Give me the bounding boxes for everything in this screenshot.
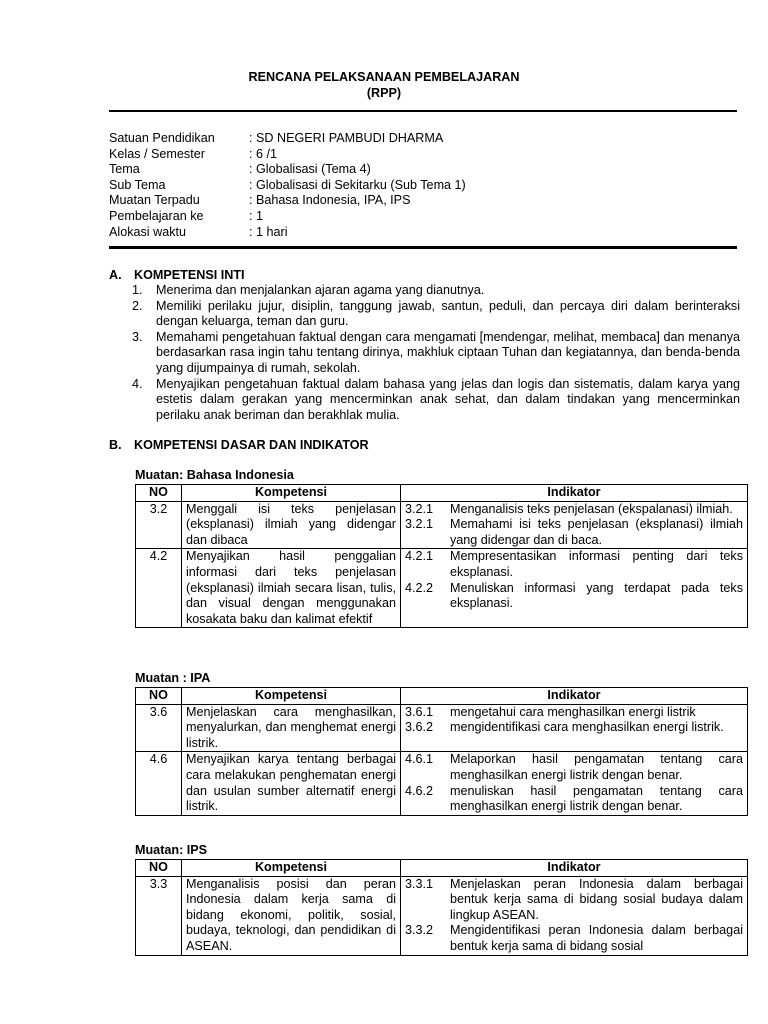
indikator-text: Memahami isi teks penjelasan (eksplanasi) ilmiah yang didengar dan di baca. xyxy=(450,517,743,547)
header-kompetensi: Kompetensi xyxy=(182,485,401,502)
header-kompetensi: Kompetensi xyxy=(182,860,401,877)
table-row xyxy=(136,704,748,752)
muatan-bahasa-title: Muatan: Bahasa Indonesia xyxy=(135,468,294,482)
indikator-item xyxy=(405,720,743,736)
indikator-code: 3.2.1 xyxy=(405,517,434,532)
indikator-item xyxy=(405,752,743,783)
indikator-item xyxy=(405,581,743,612)
section-letter: A. xyxy=(109,268,122,282)
list-text: Menyajikan pengetahuan faktual dalam bahasa yang jelas dan logis dan sistematis, dalam karya yang estetis dalam gerakan yang mencerminkan anak sehat, dan dalam tindakan yang mencerminkan perilaku anak beriman dan berakhlak mulia. xyxy=(156,376,740,422)
cell-indikator xyxy=(401,752,748,815)
indikator-text: Mempresentasikan informasi penting dari teks eksplanasi. xyxy=(450,549,743,579)
indikator-text: Menjelaskan peran Indonesia dalam berbagai bentuk kerja sama di bidang sosial budaya dalam lingkup ASEAN. xyxy=(450,876,743,922)
muatan-ips-title: Muatan: IPS xyxy=(135,843,208,857)
section-title: KOMPETENSI INTI xyxy=(134,268,245,282)
header-divider-top xyxy=(109,110,737,112)
list-item xyxy=(132,299,740,330)
list-item xyxy=(132,330,740,377)
list-item xyxy=(132,377,740,424)
cell-indikator xyxy=(401,549,748,628)
header-indikator: Indikator xyxy=(401,860,748,877)
info-value: : 1 xyxy=(249,208,264,223)
info-row-pembelajaran xyxy=(109,209,466,225)
table-row xyxy=(136,549,748,628)
section-a-heading xyxy=(109,268,245,284)
info-label: Kelas / Semester xyxy=(109,146,205,161)
header-no: NO xyxy=(136,688,182,705)
info-label: Pembelajaran ke xyxy=(109,208,204,223)
cell-kompetensi: Menyajikan hasil penggalian informasi dari teks penjelasan (eksplanasi) ilmiah secara lisan, tulis, dan visual dengan menggunakan kosakata baku dan kalimat efektif xyxy=(182,549,401,628)
header-no: NO xyxy=(136,485,182,502)
cell-indikator xyxy=(401,704,748,752)
info-row-muatan xyxy=(109,193,466,209)
indikator-item xyxy=(405,502,743,518)
indikator-item xyxy=(405,549,743,580)
section-letter: B. xyxy=(109,438,122,452)
info-row-kelas xyxy=(109,147,466,163)
cell-no: 3.6 xyxy=(136,704,182,752)
header-indikator: Indikator xyxy=(401,485,748,502)
indikator-item xyxy=(405,923,743,954)
cell-indikator xyxy=(401,501,748,549)
indikator-code: 4.6.2 xyxy=(405,783,434,798)
cell-no: 4.6 xyxy=(136,752,182,815)
cell-kompetensi: Menggali isi teks penjelasan (eksplanasi) ilmiah yang didengar dan dibaca xyxy=(182,501,401,549)
info-label: Muatan Terpadu xyxy=(109,193,200,208)
list-item xyxy=(132,283,740,299)
section-title: KOMPETENSI DASAR DAN INDIKATOR xyxy=(134,438,369,452)
table-row xyxy=(136,876,748,955)
cell-indikator xyxy=(401,876,748,955)
table-header-row xyxy=(136,860,748,877)
indikator-text: Mengidentifikasi peran Indonesia dalam berbagai bentuk kerja sama di bidang sosial xyxy=(450,923,743,953)
list-number: 1. xyxy=(132,283,143,297)
info-row-subtema xyxy=(109,178,466,194)
info-value: : Bahasa Indonesia, IPA, IPS xyxy=(249,193,411,208)
indikator-item xyxy=(405,517,743,548)
indikator-item xyxy=(405,784,743,815)
list-number: 4. xyxy=(132,376,143,391)
header-kompetensi: Kompetensi xyxy=(182,688,401,705)
info-value: : Globalisasi di Sekitarku (Sub Tema 1) xyxy=(249,177,466,192)
list-number: 3. xyxy=(132,329,143,344)
info-value: : Globalisasi (Tema 4) xyxy=(249,162,371,177)
indikator-text: menuliskan hasil pengamatan tentang cara menghasilkan energi listrik dengan benar. xyxy=(450,783,743,814)
info-value: : 6 /1 xyxy=(249,146,278,161)
info-label: Sub Tema xyxy=(109,177,166,192)
indikator-code: 3.3.1 xyxy=(405,876,434,891)
cell-kompetensi: Menganalisis posisi dan peran Indonesia dalam kerja sama di bidang ekonomi, politik, sosial, budaya, teknologi, dan pendidikan di ASEAN. xyxy=(182,876,401,955)
indikator-text: mengetahui cara menghasilkan energi listrik xyxy=(450,704,696,719)
list-text: Memahami pengetahuan faktual dengan cara mengamati [mendengar, melihat, membaca] dan menanya berdasarkan rasa ingin tahu tentang dirinya, makhluk ciptaan Tuhan dan kegiatannya, dan benda-benda yang dijumpainya di rumah, sekolah. xyxy=(156,329,740,375)
indikator-code: 3.6.2 xyxy=(405,720,434,735)
indikator-code: 4.6.1 xyxy=(405,752,434,767)
indikator-text: mengidentifikasi cara menghasilkan energi listrik. xyxy=(450,720,724,735)
info-row-alokasi xyxy=(109,225,466,241)
info-row-tema xyxy=(109,162,466,178)
table-ipa xyxy=(135,687,748,816)
document-subtitle: (RPP) xyxy=(366,86,402,100)
table-row xyxy=(136,752,748,815)
table-bahasa-indonesia xyxy=(135,484,748,628)
indikator-item xyxy=(405,705,743,721)
indikator-code: 3.6.1 xyxy=(405,704,434,719)
list-text: Memiliki perilaku jujur, disiplin, tanggung jawab, santun, peduli, dan percaya diri dalam berinteraksi dengan keluarga, teman dan guru. xyxy=(156,298,740,329)
info-value: : SD NEGERI PAMBUDI DHARMA xyxy=(249,131,444,145)
indikator-text: Melaporkan hasil pengamatan tentang cara menghasilkan energi listrik dengan benar. xyxy=(450,752,743,782)
info-label: Satuan Pendidikan xyxy=(109,131,215,145)
header-no: NO xyxy=(136,860,182,877)
table-header-row xyxy=(136,485,748,502)
cell-no: 4.2 xyxy=(136,549,182,628)
document-title: RENCANA PELAKSANAAN PEMBELAJARAN xyxy=(248,70,520,84)
section-b-heading xyxy=(109,438,369,454)
indikator-code: 4.2.1 xyxy=(405,549,434,564)
info-row-satuan xyxy=(109,131,466,147)
info-value: : 1 hari xyxy=(249,224,288,239)
info-label: Alokasi waktu xyxy=(109,224,186,239)
list-text: Menerima dan menjalankan ajaran agama yang dianutnya. xyxy=(156,283,485,297)
table-row xyxy=(136,501,748,549)
table-ips xyxy=(135,859,748,956)
cell-no: 3.3 xyxy=(136,876,182,955)
list-number: 2. xyxy=(132,298,143,313)
cell-no: 3.2 xyxy=(136,501,182,549)
identity-block xyxy=(109,131,466,240)
indikator-code: 3.2.1 xyxy=(405,501,434,516)
header-divider-bottom xyxy=(109,246,737,249)
indikator-item xyxy=(405,877,743,924)
cell-kompetensi: Menyajikan karya tentang berbagai cara melakukan penghematan energi dan usulan sumber alternatif energi listrik. xyxy=(182,752,401,815)
cell-kompetensi: Menjelaskan cara menghasilkan, menyalurkan, dan menghemat energi listrik. xyxy=(182,704,401,752)
table-header-row xyxy=(136,688,748,705)
indikator-code: 4.2.2 xyxy=(405,580,434,595)
header-indikator: Indikator xyxy=(401,688,748,705)
info-label: Tema xyxy=(109,162,140,177)
indikator-text: Menuliskan informasi yang terdapat pada teks eksplanasi. xyxy=(450,580,743,611)
kompetensi-inti-list xyxy=(132,283,740,423)
indikator-code: 3.3.2 xyxy=(405,923,434,938)
indikator-text: Menganalisis teks penjelasan (ekspalanasi) ilmiah. xyxy=(450,501,733,516)
muatan-ipa-title: Muatan : IPA xyxy=(135,671,211,685)
